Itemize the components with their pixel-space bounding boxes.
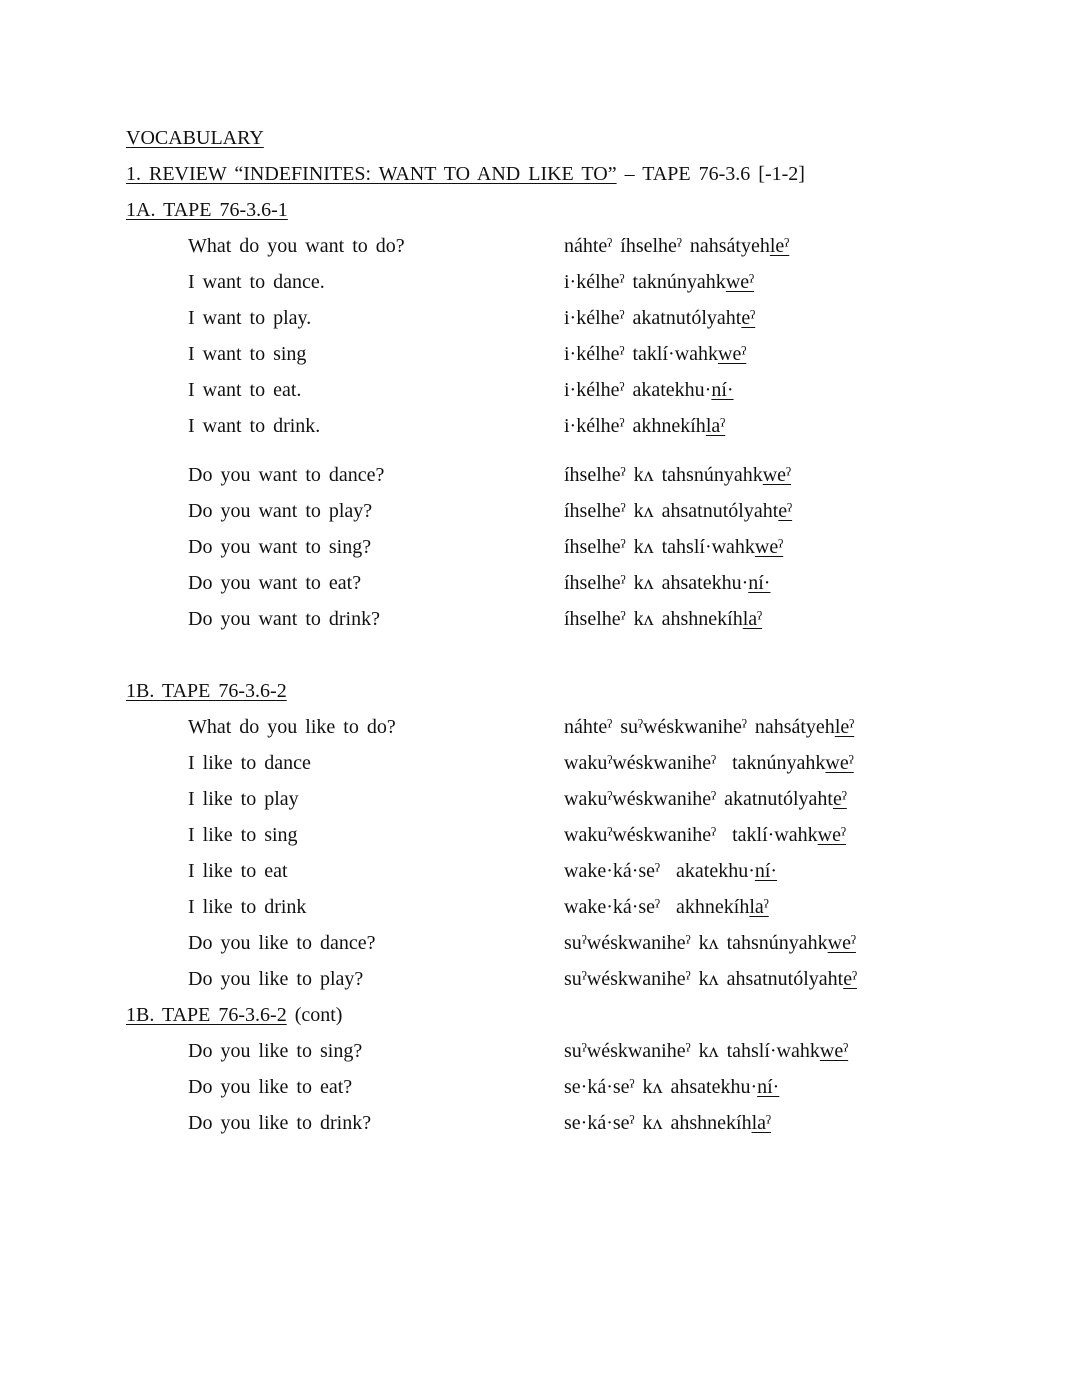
oneida-phrase: náhteˀ suˀwéskwaniheˀ nahsátyehleˀ <box>564 716 855 738</box>
section1-heading-line <box>0 156 1066 192</box>
oneida-phrase: i·kélheˀ taklí·wahkweˀ <box>564 343 747 365</box>
english-phrase: I like to drink <box>188 896 307 918</box>
vocab-row <box>0 372 1066 408</box>
english-phrase: Do you like to dance? <box>188 932 376 954</box>
english-phrase: Do you like to play? <box>188 968 364 990</box>
oneida-phrase: wake·ká·seˀ akhnekíhlaˀ <box>564 896 769 918</box>
oneida-phrase: se·ká·seˀ kʌ ahsatekhu·ní· <box>564 1076 780 1098</box>
oneida-phrase: wakuˀwéskwaniheˀ akatnutólyahteˀ <box>564 788 847 810</box>
english-phrase: What do you like to do? <box>188 716 396 738</box>
vocab-row <box>0 336 1066 372</box>
vocab-row <box>0 457 1066 493</box>
vocab-row <box>0 1105 1066 1141</box>
oneida-phrase: íhselheˀ kʌ ahsatekhu·ní· <box>564 572 771 594</box>
section1b-heading-line <box>0 673 1066 709</box>
oneida-phrase: i·kélheˀ taknúnyahkweˀ <box>564 271 755 293</box>
oneida-phrase: íhselheˀ kʌ ahsatnutólyahteˀ <box>564 500 793 522</box>
oneida-phrase: wakuˀwéskwaniheˀ taknúnyahkweˀ <box>564 752 854 774</box>
english-phrase: I like to dance <box>188 752 311 774</box>
english-phrase: I like to play <box>188 788 299 810</box>
vocab-row <box>0 817 1066 853</box>
oneida-phrase: náhteˀ íhselheˀ nahsátyehleˀ <box>564 235 790 257</box>
vocab-row <box>0 601 1066 637</box>
section1b-cont-title: 1B. TAPE 76-3.6-2 <box>126 1004 287 1026</box>
section1-heading <box>126 156 805 192</box>
vocabulary-heading-line <box>0 120 1066 156</box>
section1b-cont-heading-line <box>0 997 1066 1033</box>
oneida-phrase: suˀwéskwaniheˀ kʌ ahsatnutólyahteˀ <box>564 968 858 990</box>
vocab-row <box>0 781 1066 817</box>
section1b-cont-suffix: (cont) <box>286 1004 343 1026</box>
english-phrase: What do you want to do? <box>188 235 405 257</box>
vocab-row <box>0 853 1066 889</box>
vocab-row <box>0 889 1066 925</box>
english-phrase: Do you want to eat? <box>188 572 362 594</box>
english-phrase: I want to eat. <box>188 379 302 401</box>
section1b-heading: 1B. TAPE 76-3.6-2 <box>126 680 287 702</box>
oneida-phrase: se·ká·seˀ kʌ ahshnekíhlaˀ <box>564 1112 771 1134</box>
vocab-row <box>0 1069 1066 1105</box>
english-phrase: I like to sing <box>188 824 298 846</box>
vocab-row <box>0 709 1066 745</box>
english-phrase: I want to sing <box>188 343 307 365</box>
english-phrase: Do you want to drink? <box>188 608 380 630</box>
section1a-heading: 1A. TAPE 76-3.6-1 <box>126 199 288 221</box>
oneida-phrase: íhselheˀ kʌ tahslí·wahkweˀ <box>564 536 784 558</box>
vocab-row <box>0 529 1066 565</box>
vocab-row <box>0 961 1066 997</box>
english-phrase: Do you like to drink? <box>188 1112 372 1134</box>
english-phrase: Do you like to eat? <box>188 1076 353 1098</box>
section1b-cont-heading <box>126 997 342 1033</box>
oneida-phrase: suˀwéskwaniheˀ kʌ tahsnúnyahkweˀ <box>564 932 856 954</box>
english-phrase: I want to play. <box>188 307 312 329</box>
vocab-row <box>0 228 1066 264</box>
oneida-phrase: íhselheˀ kʌ ahshnekíhlaˀ <box>564 608 763 630</box>
vocab-row <box>0 408 1066 444</box>
section1-title: 1. REVIEW “INDEFINITES: WANT TO AND LIKE TO” <box>126 163 617 185</box>
english-phrase: Do you want to play? <box>188 500 373 522</box>
vocabulary-heading: VOCABULARY <box>126 127 264 149</box>
english-phrase: Do you want to sing? <box>188 536 372 558</box>
oneida-phrase: wakuˀwéskwaniheˀ taklí·wahkweˀ <box>564 824 846 846</box>
vocab-row <box>0 300 1066 336</box>
vocab-row <box>0 745 1066 781</box>
vocab-row <box>0 264 1066 300</box>
english-phrase: I like to eat <box>188 860 288 882</box>
oneida-phrase: suˀwéskwaniheˀ kʌ tahslí·wahkweˀ <box>564 1040 849 1062</box>
vocab-row <box>0 925 1066 961</box>
vocab-row <box>0 1033 1066 1069</box>
oneida-phrase: i·kélheˀ akhnekíhlaˀ <box>564 415 726 437</box>
english-phrase: Do you want to dance? <box>188 464 385 486</box>
english-phrase: Do you like to sing? <box>188 1040 363 1062</box>
oneida-phrase: íhselheˀ kʌ tahsnúnyahkweˀ <box>564 464 791 486</box>
oneida-phrase: i·kélheˀ akatnutólyahteˀ <box>564 307 756 329</box>
vocab-row <box>0 565 1066 601</box>
vocab-row <box>0 493 1066 529</box>
english-phrase: I want to drink. <box>188 415 321 437</box>
english-phrase: I want to dance. <box>188 271 325 293</box>
section1-tape: – TAPE 76-3.6 [-1-2] <box>616 163 805 185</box>
oneida-phrase: i·kélheˀ akatekhu·ní· <box>564 379 734 401</box>
oneida-phrase: wake·ká·seˀ akatekhu·ní· <box>564 860 778 882</box>
section1a-heading-line <box>0 192 1066 228</box>
